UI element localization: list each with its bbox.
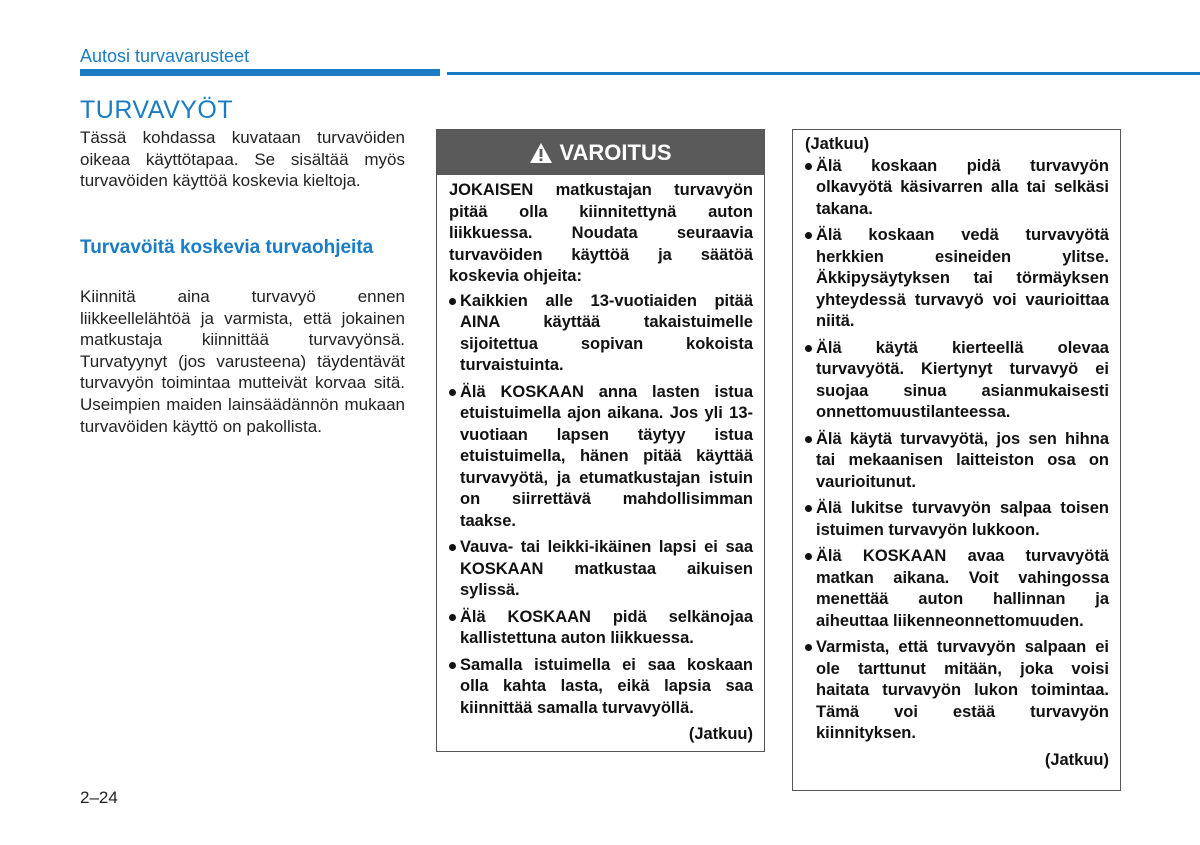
continued-label: (Jatkuu) <box>1044 750 1109 769</box>
bullet-dot-icon <box>805 505 812 512</box>
bullet-dot-icon <box>805 644 812 651</box>
bullet-dot-icon <box>449 662 456 669</box>
warning-triangle-icon <box>529 142 553 164</box>
bullet-text: Kaikkien alle 13-vuotiaiden pitää AINA käyttää takaistuimelle sijoitettua sopivan kokoista turvaistuinta. <box>460 291 753 374</box>
intro-paragraph: Tässä kohdassa kuvataan turvavöiden oikeaa käyttötapaa. Se sisältää myös turvavöiden käyttöä koskevia kieltoja. <box>80 128 405 191</box>
bullet-text: Vauva- tai leikki-ikäinen lapsi ei saa KOSKAAN matkustaa aikuisen sylissä. <box>460 538 753 599</box>
body-paragraph: Kiinnitä aina turvavyö ennen liikkeellelähtöä ja varmista, että jokainen matkustaja kiinnittää turvavyönsä. Turvatyynyt (jos varusteena) täydentävät turvavyön toimintaa mutteivät korvaa sitä. Useimpien maiden lainsäädännön mukaan turvavöiden käyttö on pakollista. <box>80 287 405 436</box>
warning-bullet <box>449 382 753 533</box>
continuation-bullet <box>805 338 1109 424</box>
bullet-text: Varmista, että turvavyön salpaan ei ole tarttunut mitään, joka voisi haitata turvavyön lukon toimintaa. Tämä voi estää turvavyön kiinnityksen. <box>816 638 1109 742</box>
bullet-dot-icon <box>805 553 812 560</box>
bullet-dot-icon <box>449 614 456 621</box>
warning-bullet-list <box>449 291 753 720</box>
bullet-text: Älä lukitse turvavyön salpaa toisen istuimen turvavyön lukkoon. <box>816 499 1109 539</box>
bullet-dot-icon <box>805 232 812 239</box>
bullet-dot-icon <box>805 345 812 352</box>
continuation-bullet <box>805 156 1109 221</box>
bullet-text: Älä KOSKAAN pidä selkänojaa kallistettuna auton liikkuessa. <box>460 607 753 647</box>
continuation-box <box>792 129 1121 791</box>
continuation-bullet <box>805 637 1109 745</box>
continuation-bullet-list <box>805 156 1109 745</box>
warning-lead: JOKAISEN matkustajan turvavyön pitää olla kiinnitettynä auton liikkuessa. Noudata seuraavia turvavöiden käyttöä ja säätöä koskevia ohjeita: <box>449 181 753 285</box>
continuation-bullet <box>805 429 1109 494</box>
continued-top-label: (Jatkuu) <box>805 135 870 153</box>
header-rule-thin <box>447 72 1200 75</box>
section-header: Autosi turvavarusteet <box>80 46 250 66</box>
bullet-text: Älä käytä kierteellä olevaa turvavyötä. Kiertynyt turvavyö ei suojaa sinua asianmukaisesti onnettomuustilanteessa. <box>816 338 1109 421</box>
warning-header <box>437 130 764 175</box>
header-rule-thick <box>80 69 440 76</box>
continuation-bullet <box>805 225 1109 333</box>
bullet-dot-icon <box>449 298 456 305</box>
page-number: 2–24 <box>80 788 118 807</box>
bullet-text: Älä koskaan pidä turvavyön olkavyötä käsivarren alla tai selkäsi takana. <box>816 156 1109 218</box>
bullet-text: Samalla istuimella ei saa koskaan olla kahta lasta, eikä lapsia saa kiinnittää samalla turvavyöllä. <box>460 655 753 717</box>
subheading: Turvavöitä koskevia turvaohjeita <box>80 237 374 258</box>
bullet-text: Älä KOSKAAN avaa turvavyötä matkan aikana. Voit vahingossa menettää auton hallinnan ja aiheuttaa liikenneonnettomuuden. <box>816 547 1109 630</box>
bullet-text: Älä koskaan vedä turvavyötä herkkien esineiden ylitse. Äkkipysäytyksen tai törmäyksen yhteydessä turvavyö voi vaurioittaa niitä. <box>816 226 1109 330</box>
warning-bullet <box>449 607 753 650</box>
continuation-bullet <box>805 498 1109 541</box>
bullet-dot-icon <box>805 436 812 443</box>
bullet-dot-icon <box>805 163 812 170</box>
bullet-dot-icon <box>449 389 456 396</box>
warning-bullet <box>449 655 753 720</box>
bullet-text: Älä käytä turvavyötä, jos sen hihna tai mekaanisen laitteiston osa on vaurioitunut. <box>816 429 1109 491</box>
warning-heading: VAROITUS <box>559 139 672 165</box>
warning-bullet <box>449 537 753 602</box>
warning-box <box>436 129 765 752</box>
bullet-dot-icon <box>449 544 456 551</box>
bullet-text: Älä KOSKAAN anna lasten istua etuistuimella ajon aikana. Jos yli 13-vuotiaan lapsen täytyy istua etuistuimella, hänen pitää käyttää turvavyötä, ja etumatkustajan istuin on siirrettävä mahdollisimman taakse. <box>460 382 753 530</box>
page-title: TURVAVYÖT <box>80 96 234 124</box>
continued-label: (Jatkuu) <box>688 725 753 743</box>
continuation-bullet <box>805 546 1109 632</box>
warning-bullet <box>449 291 753 377</box>
